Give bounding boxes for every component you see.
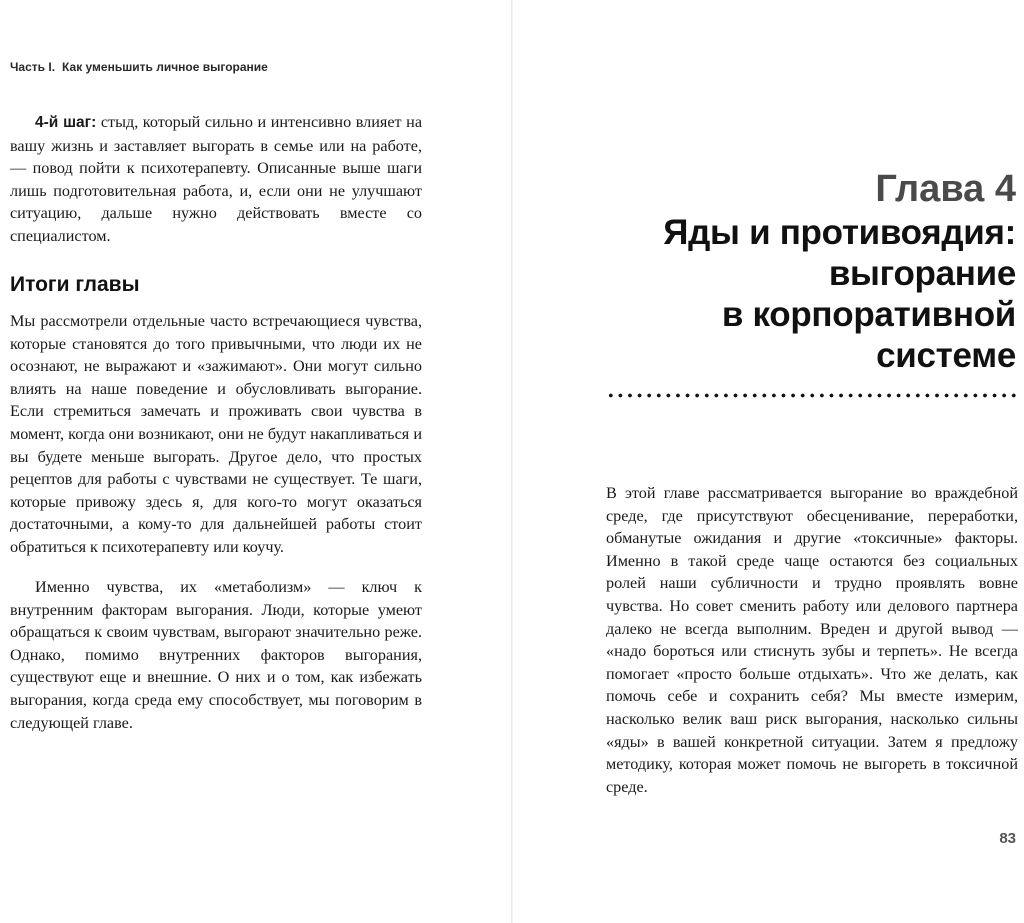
chapter-number: Глава 4 <box>875 168 1016 210</box>
running-head <box>10 60 268 74</box>
step-4-paragraph <box>10 111 422 248</box>
chapter-title-line: выгорание <box>828 254 1016 293</box>
chapter-title-line: в корпоративной <box>721 295 1016 334</box>
page-number: 83 <box>999 830 1016 847</box>
step-4-lead: 4-й шаг: <box>35 114 97 131</box>
chapter-intro-paragraph: В этой главе рассматривается выгорание во враждебной среде, где присутствуют обесценивание, переработки, обманутые ожидания и другие «токсичные» факторы. Именно в такой среде чаще остаются без социальных ролей наши субличности и трудно проявлять вовне чувства. Но совет сменить работу или делового партнера далеко не всегда выполним. Вреден и другой вывод — «надо бороться или стиснуть зубы и терпеть». Не всегда помогает «просто больше отдыхать». Что же делать, как помочь себе и сохранить себя? Мы вместе измерим, насколько велик ваш риск выгорания, насколько сильны «яды» в вашей конкретной ситуации. Затем я предложу методику, которая может помочь не выгореть в токсичной среде. <box>606 484 1018 796</box>
running-head-title: Как уменьшить личное выгорание <box>62 60 268 74</box>
right-page <box>513 0 1024 923</box>
summary-paragraph-1: Мы рассмотрели отдельные часто встречающиеся чувства, которые становятся до того привычными, что люди их не осознают, не выражают и «зажимают». Они могут сильно влиять на наше поведение и обусловливать выгорание. Если стремиться замечать и проживать свои чувства в момент, когда они возникают, они не будут накапливаться и вы будете меньше выгорать. Другое дело, что простых рецептов для работы с чувствами не существует. Те шаги, которые привожу здесь я, для кого-то могут оказаться достаточными, а кому-то для дальнейшей работы стоит обратиться к психотерапевту или коучу. <box>10 312 422 556</box>
chapter-title-line: Яды и противоядия: <box>663 213 1016 252</box>
chapter-title-line: системе <box>876 336 1016 375</box>
dotted-divider <box>606 393 1018 398</box>
chapter-title <box>663 212 1016 376</box>
section-heading-summary: Итоги главы <box>10 273 140 296</box>
left-page <box>0 0 511 923</box>
summary-paragraph-2: Именно чувства, их «метаболизм» — ключ к внутренним факторам выгорания. Люди, которые умеют обращаться к своим чувствам, выгорают значительно реже. Однако, помимо внутренних факторов выгорания, существуют еще и внешние. О них и о том, как избежать выгорания, когда среда ему способствует, мы поговорим в следующей главе. <box>10 578 422 732</box>
step-4-text: стыд, который сильно и интенсивно влияет на вашу жизнь и заставляет выгорать в семье или на работе, — повод пойти к психотерапевту. Описанные выше шаги лишь подготовительная работа, и, если они не улучшают ситуацию, дальше нужно действовать вместе со специалистом. <box>10 113 423 245</box>
running-head-part: Часть I. <box>10 60 56 74</box>
